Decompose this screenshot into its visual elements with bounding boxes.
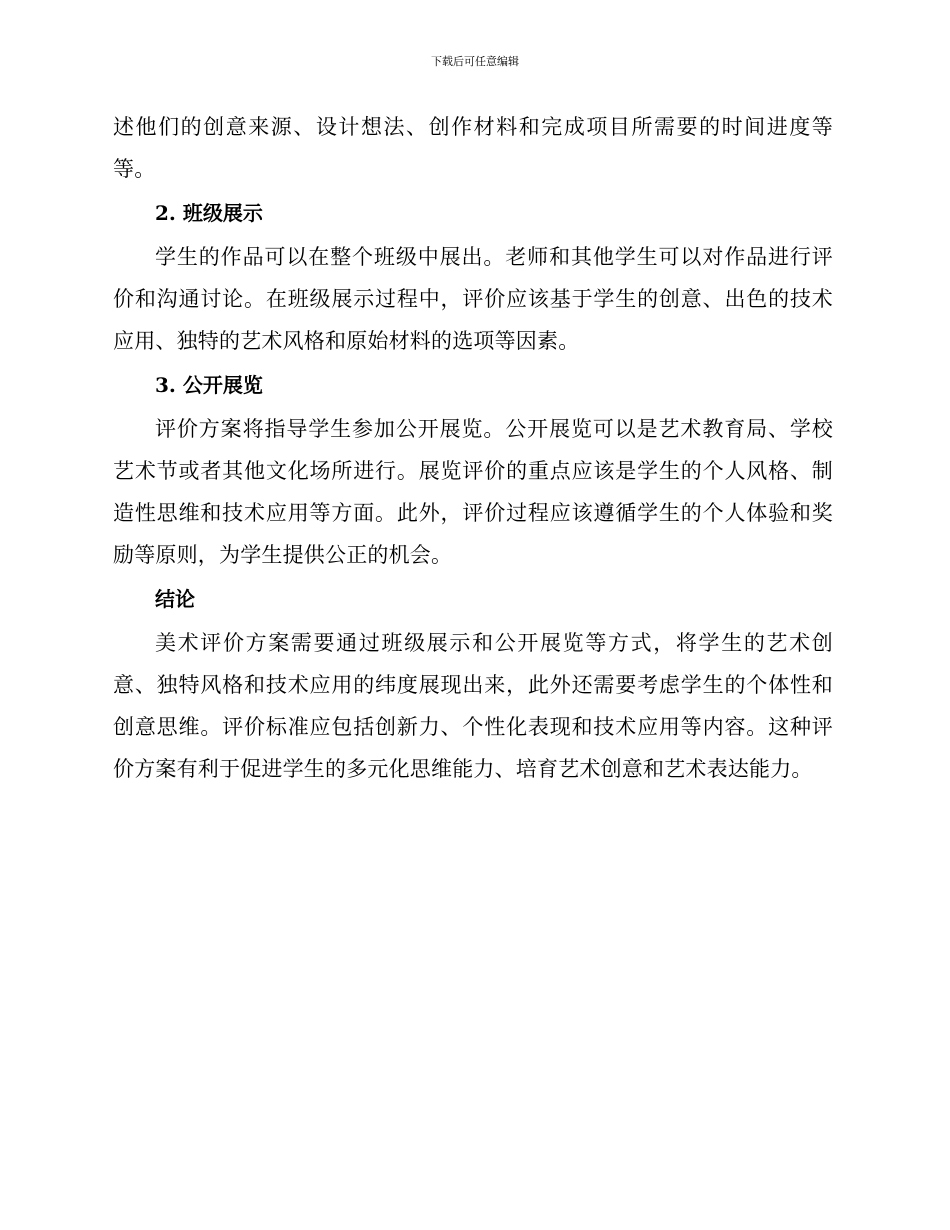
- section-paragraph-class-exhibition: 学生的作品可以在整个班级中展出。老师和其他学生可以对作品进行评价和沟通讨论。在班级展示过程中，评价应该基于学生的创意、出色的技术应用、独特的艺术风格和原始材料的选项等因素。: [113, 245, 833, 353]
- section-paragraph-public-exhibition: 评价方案将指导学生参加公开展览。公开展览可以是艺术教育局、学校艺术节或者其他文化场所进行。展览评价的重点应该是学生的个人风格、制造性思维和技术应用等方面。此外，评价过程应该遵循学生的个人体验和奖励等原则，为学生提供公正的机会。: [113, 417, 833, 567]
- section-heading-conclusion: 结论: [155, 587, 195, 611]
- section-heading-class-exhibition: 2. 班级展示: [155, 201, 263, 225]
- section-paragraph-conclusion: 美术评价方案需要通过班级展示和公开展览等方式，将学生的艺术创意、独特风格和技术应用的纬度展现出来，此外还需要考虑学生的个体性和创意思维。评价标准应包括创新力、个性化表现和技术应用等内容。这种评价方案有利于促进学生的多元化思维能力、培育艺术创意和艺术表达能力。: [113, 631, 833, 781]
- intro-continuation-paragraph: 述他们的创意来源、设计想法、创作材料和完成项目所需要的时间进度等等。: [113, 115, 833, 181]
- section-heading-public-exhibition: 3. 公开展览: [155, 373, 263, 397]
- page-header: 下载后可任意编辑: [431, 55, 519, 68]
- document-body: [113, 106, 833, 790]
